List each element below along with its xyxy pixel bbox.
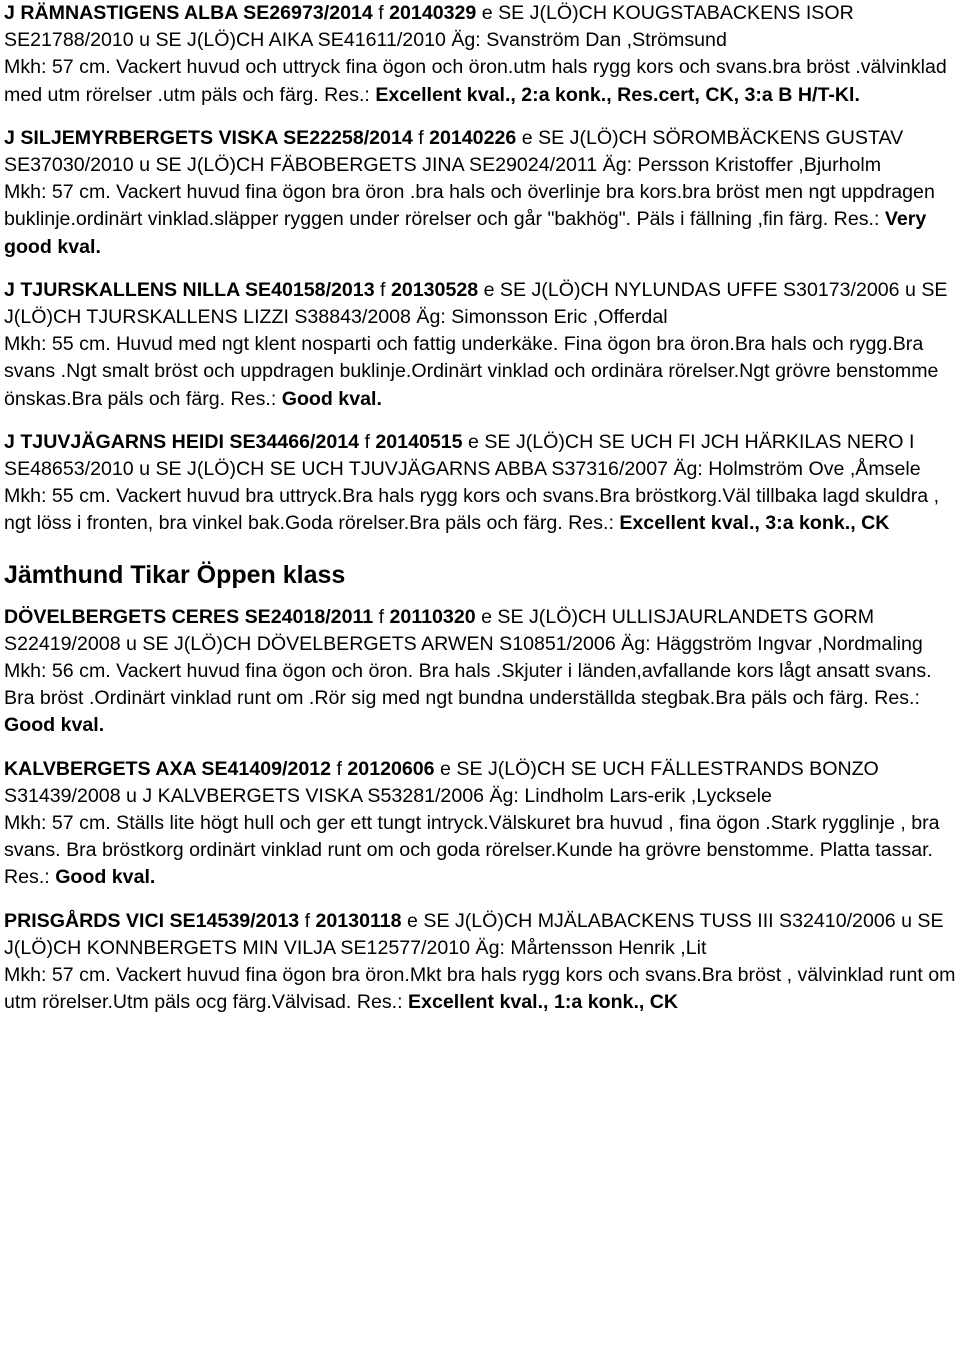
dog-dam: u SE J(LÖ)CH FÄBOBERGETS JINA SE29024/2011 <box>133 154 598 177</box>
dog-sire: e SE J(LÖ)CH SÖROMBÄCKENS GUSTAV SE37030/2010 <box>4 126 904 177</box>
dog-sire: e SE J(LÖ)CH MJÄLABACKENS TUSS III S32410/2006 <box>401 909 896 932</box>
dog-birth-date: 20120606 <box>347 757 435 780</box>
dog-dam: u SE J(LÖ)CH KONNBERGETS MIN VILJA SE12577/2010 <box>4 909 944 959</box>
dog-critique: Mkh: 55 cm. Vackert huvud bra uttryck.Bra hals rygg kors och svans.Bra bröstkorg.Väl tillbaka lagd skuldra , ngt löss i fronten, bra vinkel bak.Goda rörelser.Bra päls och färg. Res.: <box>4 485 940 535</box>
dog-critique: Mkh: 57 cm. Vackert huvud fina ögon bra öron.Mkt bra hals rygg kors och svans.Bra bröst , välvinklad runt om utm rörelser.Utm päls ocg färg.Välvisad. Res.: <box>4 964 956 1014</box>
dog-critique: Mkh: 56 cm. Vackert huvud fina ögon och öron. Bra hals .Skjuter i länden,avfallande kors lågt ansatt svans. Bra bröst .Ordinärt vinklad runt om .Rör sig med ngt bundna underställda stegbak.Bra päls och färg. Res.: <box>4 660 932 710</box>
dog-entry <box>4 0 960 109</box>
dog-sex: f <box>331 757 348 780</box>
dog-owner: Äg: Persson Kristoffer ,Bjurholm <box>597 154 882 177</box>
dog-critique: Mkh: 57 cm. Vackert huvud fina ögon bra öron .bra hals och överlinje bra kors.bra bröst men ngt uppdragen buklinje.ordinärt vinklad.släpper ryggen under rörelser och går "bakhög". Päls i fällning ,fin färg. Res.: <box>4 181 935 231</box>
dog-dam: u SE J(LÖ)CH AIKA SE41611/2010 <box>133 29 446 52</box>
dog-result: Very good kval. <box>4 208 927 258</box>
dog-owner: Äg: Lindholm Lars-erik ,Lycksele <box>484 784 772 807</box>
dog-name-reg: KALVBERGETS AXA SE41409/2012 <box>4 757 332 780</box>
dog-sex: f <box>372 2 390 24</box>
dog-owner: Äg: Mårtensson Henrik ,Lit <box>470 936 707 959</box>
dog-entry <box>4 604 960 740</box>
dog-entry <box>4 908 960 1017</box>
dog-critique: Mkh: 57 cm. Vackert huvud och uttryck fina ögon och öron.utm hals rygg kors och svans.bra bröst .välvinklad med utm rörelser .utm päls och färg. Res.: <box>4 56 947 106</box>
dog-birth-date: 20140226 <box>429 126 517 149</box>
dog-result: Good kval. <box>4 714 105 737</box>
dog-birth-date: 20130528 <box>390 278 479 301</box>
dog-entry <box>4 429 960 538</box>
dog-critique: Mkh: 57 cm. Ställs lite högt hull och ger ett tungt intryck.Välskuret bra huvud , fina ögon .Stark rygglinje , bra svans. Bra bröstkorg ordinärt vinklad runt om och goda rörelser.Kunde ha grövre benstomme. Platta tassar. Res.: <box>4 812 940 889</box>
dog-result: Excellent kval., 3:a konk., CK <box>619 512 890 535</box>
dog-dam: u SE J(LÖ)CH TJURSKALLENS LIZZI S38843/2008 <box>4 278 948 329</box>
dog-sex: f <box>412 126 430 149</box>
section-heading: Jämthund Tikar Öppen klass <box>4 560 346 589</box>
dog-owner: Äg: Häggström Ingvar ,Nordmaling <box>615 632 923 655</box>
dog-sire: e SE J(LÖ)CH SE UCH FI JCH HÄRKILAS NERO I SE48653/2010 <box>4 430 915 481</box>
dog-critique: Mkh: 55 cm. Huvud med ngt klent nosparti och fattig underkäke. Fina ögon bra öron.Bra hals och rygg.Bra svans .Ngt smalt bröst och uppdragen buklinje.Ordinärt vinklad och ordinära rörelser.Ngt grövre benstomme önskas.Bra päls och färg. Res.: <box>4 333 939 410</box>
dog-result: Good kval. <box>281 387 382 410</box>
dog-sire: e SE J(LÖ)CH ULLISJAURLANDETS GORM S22419/2008 <box>4 605 875 655</box>
dog-owner: Äg: Svanström Dan ,Strömsund <box>445 29 727 52</box>
dog-result: Excellent kval., 1:a konk., CK <box>408 991 679 1014</box>
dog-sire: e SE J(LÖ)CH NYLUNDAS UFFE S30173/2006 <box>478 278 900 301</box>
dog-owner: Äg: Simonsson Eric ,Offerdal <box>410 306 668 329</box>
dog-owner: Äg: Holmström Ove ,Åmsele <box>668 458 921 481</box>
dog-entry <box>4 125 960 261</box>
dog-dam: u J KALVBERGETS VISKA S53281/2006 <box>120 784 485 807</box>
dog-sex: f <box>373 605 390 628</box>
dog-birth-date: 20110320 <box>389 605 476 628</box>
dog-dam: u SE J(LÖ)CH DÖVELBERGETS ARWEN S10851/2006 <box>120 632 616 655</box>
dog-name-reg: DÖVELBERGETS CERES SE24018/2011 <box>4 605 374 628</box>
dog-sire: e SE J(LÖ)CH KOUGSTABACKENS ISOR SE21788/2010 <box>4 2 854 52</box>
dog-name-reg: PRISGÅRDS VICI SE14539/2013 <box>4 909 300 932</box>
dog-sex: f <box>359 430 376 453</box>
dog-name-reg: J SILJEMYRBERGETS VISKA SE22258/2014 <box>4 126 413 149</box>
dog-name-reg: J RÄMNASTIGENS ALBA SE26973/2014 <box>4 2 373 24</box>
dog-entry <box>4 277 960 413</box>
dog-result: Good kval. <box>55 866 156 889</box>
dog-birth-date: 20130118 <box>315 909 402 932</box>
dog-name-reg: J TJUVJÄGARNS HEIDI SE34466/2014 <box>4 430 360 453</box>
dog-sex: f <box>299 909 316 932</box>
dog-birth-date: 20140329 <box>389 2 477 24</box>
dog-sire: e SE J(LÖ)CH SE UCH FÄLLESTRANDS BONZO S31439/2008 <box>4 757 879 807</box>
dog-sex: f <box>374 278 391 301</box>
dog-dam: u SE J(LÖ)CH SE UCH TJUVJÄGARNS ABBA S37316/2007 <box>133 458 668 481</box>
dog-result: Excellent kval., 2:a konk., Res.cert, CK, 3:a B H/T-Kl. <box>375 83 860 106</box>
dog-entry <box>4 756 960 892</box>
dog-birth-date: 20140515 <box>375 430 463 453</box>
dog-name-reg: J TJURSKALLENS NILLA SE40158/2013 <box>4 278 375 301</box>
